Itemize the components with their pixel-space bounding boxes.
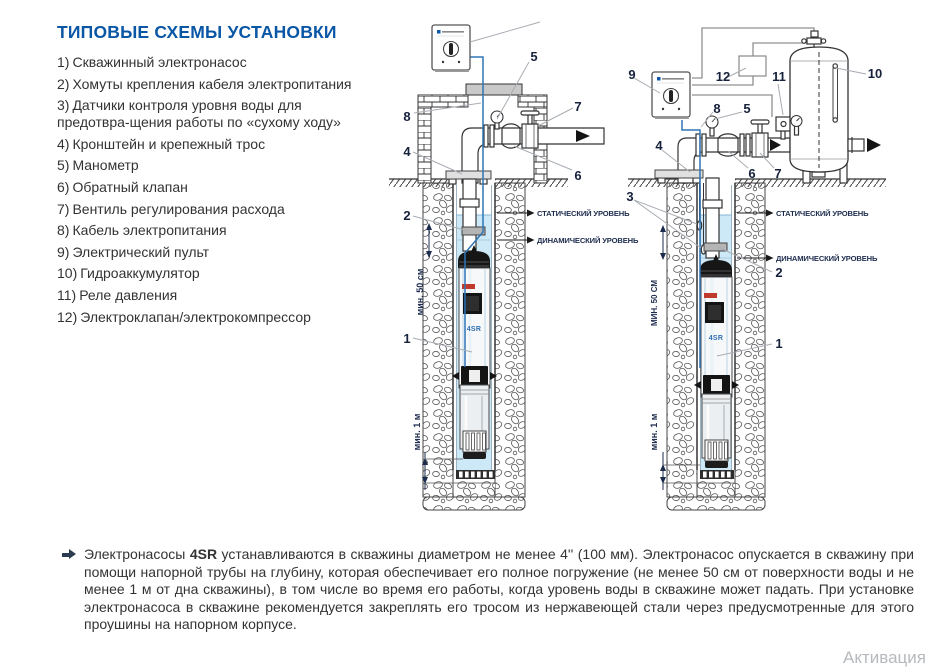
legend-text: Электроклапан/электрокомпрессор (80, 308, 311, 325)
svg-text:МИН. 50 СМ: МИН. 50 СМ (650, 279, 659, 327)
note-segment: Электронасосы (84, 546, 190, 562)
arrow-bullet-icon (62, 549, 78, 561)
control-panel-left (432, 25, 470, 72)
legend-num: 1) (57, 54, 70, 70)
control-panel-right (652, 72, 690, 119)
callout-7: 7 (774, 166, 782, 181)
callout-8: 8 (403, 109, 411, 124)
static-level-label: СТАТИЧЕСКИЙ УРОВЕНЬ (537, 209, 630, 218)
legend-text: Кабель электропитания (72, 222, 227, 239)
legend-text: Кронштейн и крепежный трос (72, 135, 266, 152)
legend-num: 7) (57, 200, 70, 217)
diagram-right (626, 28, 886, 510)
callout-1: 1 (775, 336, 783, 351)
callout-3: 3 (626, 189, 634, 204)
legend-num: 3) (57, 97, 70, 114)
callout-11: 11 (772, 69, 786, 84)
legend-num: 5) (57, 157, 70, 174)
pressure-relay (776, 117, 791, 139)
legend-num: 4) (57, 135, 70, 152)
callout-5: 5 (530, 49, 538, 64)
legend-text: Хомуты крепления кабеля электропитания (72, 75, 352, 92)
callout-6: 6 (748, 166, 756, 181)
callout-9: 9 (628, 67, 636, 82)
callout-10: 10 (867, 66, 883, 81)
legend-num: 2) (57, 75, 70, 92)
note-segment: устанавливаются в скважины диаметром не менее 4'' (100 мм). Электронасос опускается в скважину при помощи напорной трубы на глубину, которая обеспечивает его полное погружение (не менее 50 см от поверхности воды и не менее 1 м от дна скважины), в том числе во время его работы, когда уровень воды в скважине может падать. При установке электронасоса в скважине рекомендуется закреплять его тросом из нержавеющей стали через предусмотренные для этого проушины на напорном корпусе. (84, 546, 914, 633)
legend-text: Скважинный электронасос (72, 54, 247, 70)
legend-num: 12) (57, 308, 78, 325)
legend-text: Реле давления (79, 286, 178, 303)
legend-num: 8) (57, 222, 70, 239)
legend-num: 9) (57, 243, 70, 260)
dimension-50cm-right (650, 225, 666, 326)
legend-text: Манометр (72, 157, 139, 174)
note-paragraph (62, 546, 914, 634)
callout-7: 7 (574, 99, 582, 114)
tank-outlet (848, 137, 881, 153)
surface-piping-right (655, 116, 790, 183)
note-text (84, 546, 914, 634)
callout-12: 12 (715, 69, 731, 84)
flow-valve-icon (751, 120, 769, 157)
svg-text:мин. 1 м: мин. 1 м (412, 413, 422, 451)
legend-num: 6) (57, 178, 70, 195)
dynamic-level-label: ДИНАМИЧЕСКИЙ УРОВЕНЬ (776, 254, 878, 263)
legend-num: 10) (57, 265, 78, 282)
callout-2: 2 (775, 265, 783, 280)
note-bold-model: 4SR (189, 546, 218, 562)
callout-8: 8 (713, 101, 721, 116)
callout-4: 4 (403, 144, 411, 159)
callout-5: 5 (743, 101, 751, 116)
level-gauge-icon (833, 64, 838, 122)
legend-text: Датчики контроля уровня воды для предотвра-щения работы по «сухому ходу» (57, 97, 341, 131)
legend-text: Гидроаккумулятор (80, 265, 200, 282)
electrovalve-box (739, 56, 766, 76)
legend-text: Вентиль регулирования расхода (72, 200, 285, 217)
activation-watermark: Активация (843, 648, 926, 667)
callout-6: 6 (574, 168, 582, 183)
static-level-label: СТАТИЧЕСКИЙ УРОВЕНЬ (776, 209, 869, 218)
hydroaccumulator-tank (790, 31, 881, 183)
callout-4: 4 (655, 138, 663, 153)
svg-text:мин. 1 м: мин. 1 м (649, 413, 659, 451)
page-title: ТИПОВЫЕ СХЕМЫ УСТАНОВКИ (57, 22, 337, 42)
dynamic-level-label: ДИНАМИЧЕСКИЙ УРОВЕНЬ (537, 236, 639, 245)
diagram-left (389, 22, 639, 510)
legend-text: Обратный клапан (72, 178, 188, 195)
legend-num: 11) (57, 286, 77, 303)
legend-text: Электрический пульт (72, 243, 210, 260)
svg-text:мин. 50 см: мин. 50 см (415, 268, 425, 316)
callout-1: 1 (403, 331, 411, 346)
callout-2: 2 (403, 208, 411, 223)
